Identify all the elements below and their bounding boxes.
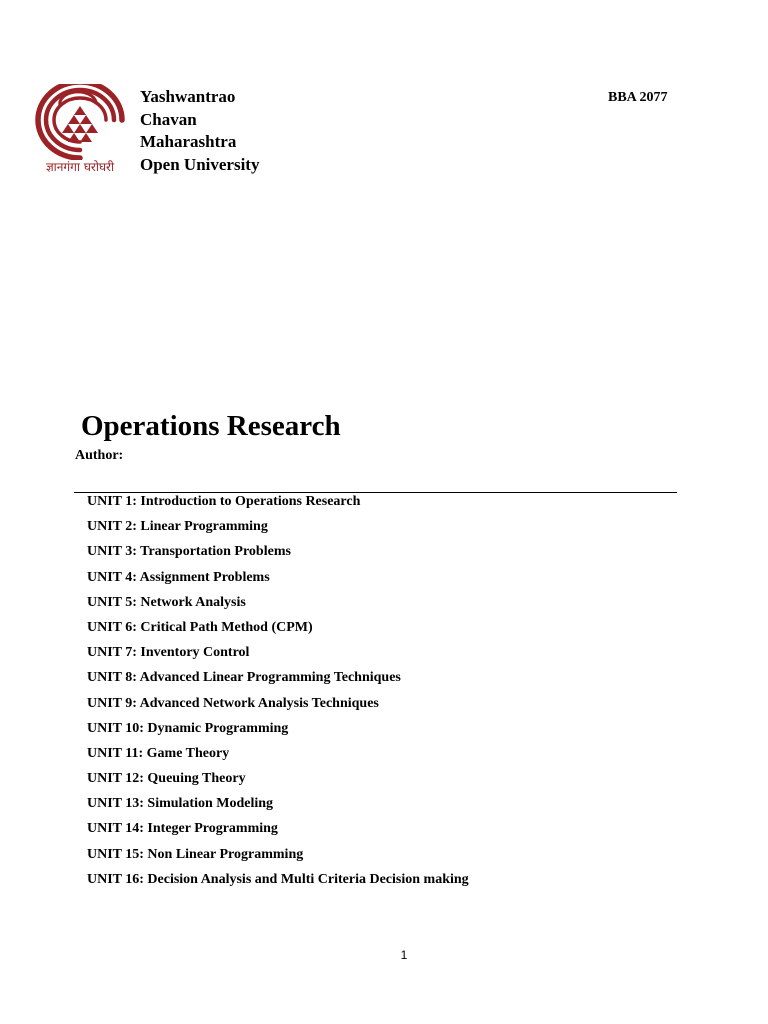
unit-item: UNIT 1: Introduction to Operations Research — [87, 494, 361, 509]
unit-item: UNIT 14: Integer Programming — [87, 821, 278, 837]
university-name-line: Open University — [140, 154, 260, 174]
unit-item: UNIT 9: Advanced Network Analysis Techniques — [87, 695, 379, 711]
unit-item: UNIT 13: Simulation Modeling — [87, 796, 274, 812]
course-code: BBA 2077 — [608, 90, 668, 105]
unit-item: UNIT 8: Advanced Linear Programming Techniques — [87, 670, 401, 686]
university-name-line: Chavan — [140, 109, 197, 129]
unit-list — [87, 492, 469, 895]
unit-item: UNIT 15: Non Linear Programming — [87, 846, 304, 862]
unit-item: UNIT 7: Inventory Control — [87, 645, 250, 661]
unit-item: UNIT 5: Network Analysis — [87, 594, 246, 610]
document-title: Operations Research — [81, 410, 341, 442]
university-name — [140, 86, 259, 176]
unit-item: UNIT 4: Assignment Problems — [87, 569, 270, 585]
unit-item: UNIT 2: Linear Programming — [87, 519, 268, 535]
author-label: Author: — [75, 448, 124, 463]
university-name-line: Maharashtra — [140, 132, 237, 151]
unit-item: UNIT 3: Transportation Problems — [87, 544, 291, 560]
unit-item: UNIT 12: Queuing Theory — [87, 771, 246, 787]
university-logo — [34, 84, 126, 180]
logo-tagline: ज्ञानगंगा घरोघरी — [45, 160, 115, 174]
unit-item: UNIT 11: Game Theory — [87, 745, 230, 761]
unit-item: UNIT 6: Critical Path Method (CPM) — [87, 619, 313, 635]
university-name-line: Yashwantrao — [140, 87, 236, 106]
page-number: 1 — [400, 948, 408, 962]
unit-item: UNIT 16: Decision Analysis and Multi Criteria Decision making — [87, 871, 469, 887]
unit-item: UNIT 10: Dynamic Programming — [87, 720, 289, 736]
ycmou-spiral-logo-icon — [34, 84, 126, 160]
